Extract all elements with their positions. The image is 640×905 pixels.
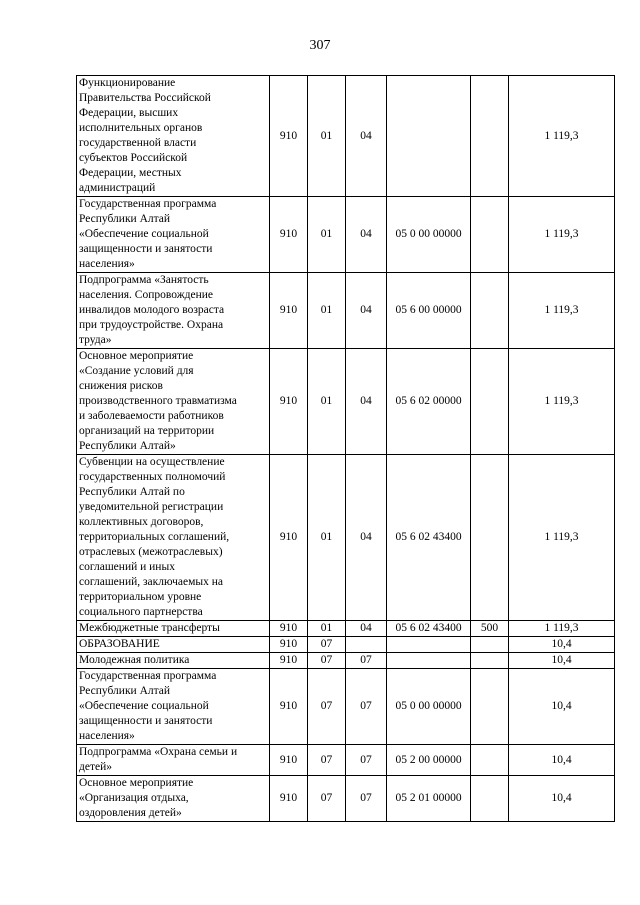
item-name-line: Правительства Российской <box>79 92 211 104</box>
target-article-cell: 05 0 00 00000 <box>387 669 471 745</box>
item-name-cell <box>77 273 270 349</box>
item-name-line: «Организация отдыха, <box>79 792 189 804</box>
grbs-cell: 910 <box>270 455 308 621</box>
item-name-line: Республики Алтай по <box>79 486 185 498</box>
item-name-line: детей» <box>79 761 112 773</box>
amount-cell: 1 119,3 <box>509 455 615 621</box>
item-name-line: территориальных соглашений, <box>79 531 230 543</box>
grbs-cell: 910 <box>270 273 308 349</box>
item-name-line: субъектов Российской <box>79 152 188 164</box>
target-article-cell <box>387 653 471 669</box>
amount-cell: 1 119,3 <box>509 76 615 197</box>
item-name-line: Подпрограмма «Занятость <box>79 274 209 286</box>
table-row <box>77 197 615 273</box>
table-body <box>77 76 615 822</box>
subsection-cell: 04 <box>346 455 387 621</box>
expense-type-cell: 500 <box>471 621 509 637</box>
subsection-cell: 07 <box>346 745 387 776</box>
subsection-cell: 04 <box>346 621 387 637</box>
item-name-cell <box>77 621 270 637</box>
item-name-line: «Обеспечение социальной <box>79 228 209 240</box>
item-name-line: Федерации, высших <box>79 107 179 119</box>
item-name-line: Государственная программа <box>79 198 217 210</box>
subsection-cell: 07 <box>346 776 387 822</box>
amount-cell: 1 119,3 <box>509 197 615 273</box>
item-name-line: производственного травматизма <box>79 395 237 407</box>
section-cell: 01 <box>308 349 346 455</box>
amount-cell: 1 119,3 <box>509 621 615 637</box>
section-cell: 01 <box>308 621 346 637</box>
subsection-cell: 04 <box>346 273 387 349</box>
subsection-cell: 04 <box>346 197 387 273</box>
table-row <box>77 637 615 653</box>
target-article-cell: 05 6 02 43400 <box>387 621 471 637</box>
item-name-line: Межбюджетные трансферты <box>79 622 220 634</box>
table-row <box>77 621 615 637</box>
expense-type-cell <box>471 776 509 822</box>
expense-type-cell <box>471 455 509 621</box>
table-row <box>77 669 615 745</box>
expense-type-cell <box>471 669 509 745</box>
item-name-line: Республики Алтай» <box>79 440 176 452</box>
item-name-line: коллективных договоров, <box>79 516 204 528</box>
grbs-cell: 910 <box>270 637 308 653</box>
budget-table <box>76 75 615 822</box>
target-article-cell: 05 2 01 00000 <box>387 776 471 822</box>
target-article-cell <box>387 637 471 653</box>
target-article-cell: 05 6 00 00000 <box>387 273 471 349</box>
item-name-line: социального партнерства <box>79 606 203 618</box>
amount-cell: 10,4 <box>509 669 615 745</box>
section-cell: 01 <box>308 197 346 273</box>
grbs-cell: 910 <box>270 76 308 197</box>
item-name-cell <box>77 349 270 455</box>
section-cell: 07 <box>308 669 346 745</box>
item-name-line: Основное мероприятие <box>79 777 194 789</box>
item-name-cell <box>77 197 270 273</box>
grbs-cell: 910 <box>270 669 308 745</box>
amount-cell: 10,4 <box>509 776 615 822</box>
item-name-line: ОБРАЗОВАНИЕ <box>79 638 160 650</box>
expense-type-cell <box>471 197 509 273</box>
expense-type-cell <box>471 273 509 349</box>
page-number: 307 <box>309 38 331 53</box>
table-row <box>77 273 615 349</box>
item-name-cell <box>77 669 270 745</box>
table-row <box>77 745 615 776</box>
item-name-cell <box>77 455 270 621</box>
item-name-line: Республики Алтай <box>79 685 171 697</box>
amount-cell: 1 119,3 <box>509 273 615 349</box>
subsection-cell: 04 <box>346 349 387 455</box>
item-name-line: «Создание условий для <box>79 365 194 377</box>
item-name-line: Государственная программа <box>79 670 217 682</box>
item-name-line: государственной власти <box>79 137 197 149</box>
target-article-cell: 05 6 02 43400 <box>387 455 471 621</box>
table-row <box>77 653 615 669</box>
section-cell: 01 <box>308 76 346 197</box>
target-article-cell: 05 2 00 00000 <box>387 745 471 776</box>
subsection-cell: 07 <box>346 669 387 745</box>
amount-cell: 1 119,3 <box>509 349 615 455</box>
item-name-line: Федерации, местных <box>79 167 182 179</box>
grbs-cell: 910 <box>270 349 308 455</box>
item-name-line: уведомительной регистрации <box>79 501 224 513</box>
item-name-line: труда» <box>79 334 112 346</box>
grbs-cell: 910 <box>270 621 308 637</box>
section-cell: 01 <box>308 273 346 349</box>
amount-cell: 10,4 <box>509 637 615 653</box>
table-row <box>77 776 615 822</box>
item-name-line: «Обеспечение социальной <box>79 700 209 712</box>
item-name-line: соглашений, заключаемых на <box>79 576 224 588</box>
amount-cell: 10,4 <box>509 653 615 669</box>
item-name-line: территориальном уровне <box>79 591 202 603</box>
section-cell: 01 <box>308 455 346 621</box>
item-name-line: населения» <box>79 258 135 270</box>
item-name-cell <box>77 653 270 669</box>
table-row <box>77 349 615 455</box>
grbs-cell: 910 <box>270 197 308 273</box>
item-name-line: Функционирование <box>79 77 176 89</box>
section-cell: 07 <box>308 653 346 669</box>
subsection-cell: 04 <box>346 76 387 197</box>
target-article-cell <box>387 76 471 197</box>
grbs-cell: 910 <box>270 776 308 822</box>
item-name-line: Основное мероприятие <box>79 350 194 362</box>
item-name-line: соглашений и иных <box>79 561 175 573</box>
item-name-line: Молодежная политика <box>79 654 190 666</box>
item-name-line: и заболеваемости работников <box>79 410 224 422</box>
item-name-line: населения» <box>79 730 135 742</box>
section-cell: 07 <box>308 776 346 822</box>
item-name-cell <box>77 745 270 776</box>
table-row <box>77 76 615 197</box>
expense-type-cell <box>471 637 509 653</box>
subsection-cell: 07 <box>346 653 387 669</box>
item-name-line: при трудоустройстве. Охрана <box>79 319 224 331</box>
item-name-line: отраслевых (межотраслевых) <box>79 546 223 558</box>
item-name-line: защищенности и занятости <box>79 243 213 255</box>
item-name-line: населения. Сопровождение <box>79 289 214 301</box>
item-name-line: исполнительных органов <box>79 122 203 134</box>
section-cell: 07 <box>308 637 346 653</box>
item-name-line: инвалидов молодого возраста <box>79 304 225 316</box>
amount-cell: 10,4 <box>509 745 615 776</box>
grbs-cell: 910 <box>270 745 308 776</box>
item-name-line: администраций <box>79 182 156 194</box>
expense-type-cell <box>471 653 509 669</box>
item-name-line: Подпрограмма «Охрана семьи и <box>79 746 238 758</box>
item-name-line: организаций на территории <box>79 425 215 437</box>
target-article-cell: 05 0 00 00000 <box>387 197 471 273</box>
target-article-cell: 05 6 02 00000 <box>387 349 471 455</box>
item-name-line: оздоровления детей» <box>79 807 182 819</box>
item-name-cell <box>77 76 270 197</box>
item-name-cell <box>77 637 270 653</box>
item-name-cell <box>77 776 270 822</box>
expense-type-cell <box>471 76 509 197</box>
item-name-line: снижения рисков <box>79 380 163 392</box>
table-row <box>77 455 615 621</box>
subsection-cell <box>346 637 387 653</box>
item-name-line: Республики Алтай <box>79 213 171 225</box>
item-name-line: государственных полномочий <box>79 471 226 483</box>
item-name-line: Субвенции на осуществление <box>79 456 225 468</box>
item-name-line: защищенности и занятости <box>79 715 213 727</box>
expense-type-cell <box>471 745 509 776</box>
expense-type-cell <box>471 349 509 455</box>
grbs-cell: 910 <box>270 653 308 669</box>
section-cell: 07 <box>308 745 346 776</box>
